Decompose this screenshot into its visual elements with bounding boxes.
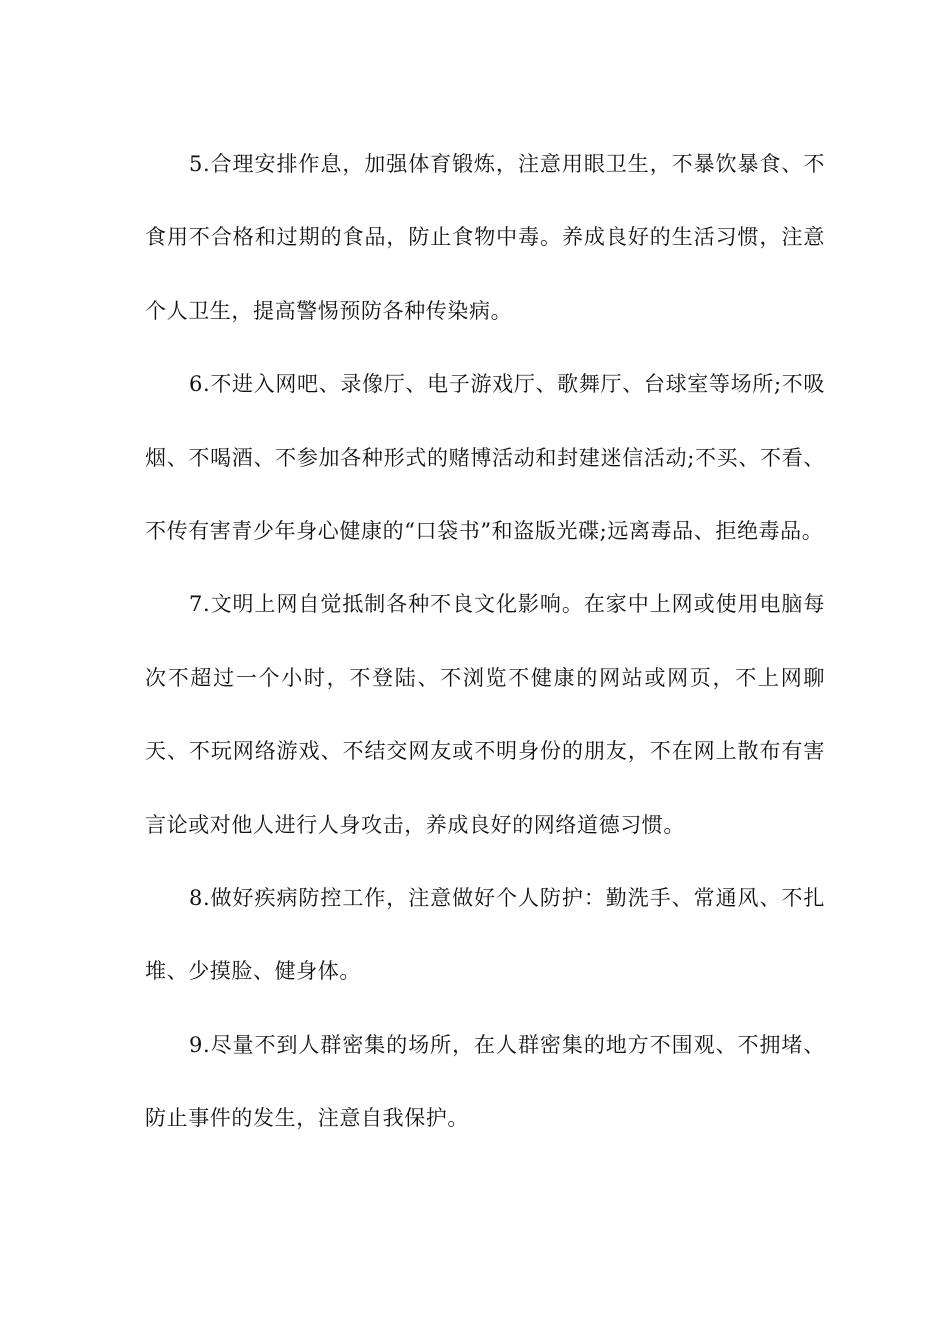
paragraph-item-5: 5.合理安排作息，加强体育锻炼，注意用眼卫生，不暴饮暴食、不食用不合格和过期的食品，防止食物中毒。养成良好的生活习惯，注意个人卫生，提高警惕预防各种传染病。 [145, 152, 825, 323]
paragraph-item-7: 7.文明上网自觉抵制各种不良文化影响。在家中上网或使用电脑每次不超过一个小时，不登陆、不浏览不健康的网站或网页，不上网聊天、不玩网络游戏、不结交网友或不明身份的朋友，不在网上散布有害言论或对他人进行人身攻击，养成良好的网络道德习惯。 [145, 592, 825, 837]
paragraph-item-6: 6.不进入网吧、录像厅、电子游戏厅、歌舞厅、台球室等场所;不吸烟、不喝酒、不参加各种形式的赌博活动和封建迷信活动;不买、不看、不传有害青少年身心健康的“口袋书”和盗版光碟;远离毒品、拒绝毒品。 [145, 372, 825, 544]
document-body [145, 128, 825, 1156]
paragraph-item-9: 9.尽量不到人群密集的场所，在人群密集的地方不围观、不拥堵、防止事件的发生，注意自我保护。 [145, 1032, 825, 1131]
paragraph-item-8: 8.做好疾病防控工作，注意做好个人防护：勤洗手、常通风、不扎堆、少摸脸、健身体。 [145, 886, 825, 984]
